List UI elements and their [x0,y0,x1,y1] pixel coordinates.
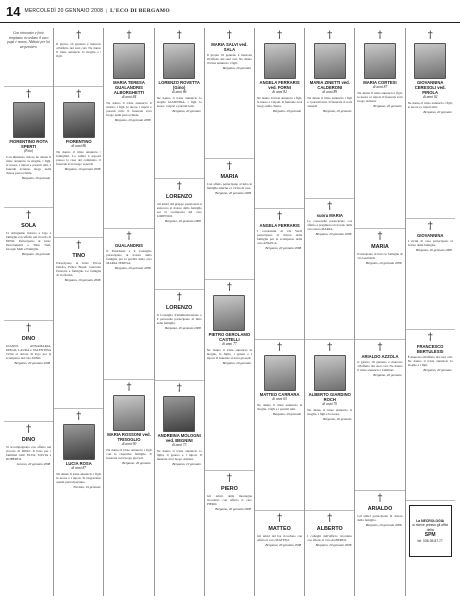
cross-icon: † [377,231,383,242]
notice-text: Il Presidente e il Consiglio partecipano al dolore della famiglia per la perdita della cara MARIA TERESA. [106,249,152,266]
deceased-age: di anni 73 [171,443,187,447]
obituary-notice [4,208,53,321]
cross-icon: † [76,240,82,251]
deceased-name: MARIA ZINETTI ved. CALDERONI [309,80,350,90]
obituary-notice [355,28,404,229]
notice-place-date: Bergamo, 20 gennaio 2008 [365,523,402,528]
notice-place-date: Bergamo, 19 gennaio 2008 [64,166,101,171]
obituary-notice [255,511,304,596]
deceased-name: DINO [21,336,36,342]
obituary-notice [355,340,404,491]
deceased-name: MARIA TERESA GUALANDRIS ALBORGHETTI [113,80,145,95]
portrait-photo [213,295,245,331]
notice-text: Si accompagnano con affetto nel ricordo di DINO. Il lutto per i familiari tutti: ELVA, SILVIA e ROBERTO. [6,445,52,462]
obituary-notice [305,340,354,511]
deceased-name: MARIA SALVI ved. SALA [211,42,248,52]
cross-icon: † [377,493,383,504]
cross-icon: † [277,513,283,524]
portrait-photo [264,355,296,391]
portrait-photo [63,102,95,138]
notice-text: Con immenso dolore ne danno il triste annuncio la moglie, i figli, le nuore, i nipoti e parenti tutti. I funerali avranno luogo nella chiesa parrocchiale. [6,154,52,175]
deceased-age: (Foto) [24,149,34,153]
cross-icon: † [176,383,182,394]
notice-place-date: Bergamo, 20 gennaio [272,108,302,113]
deceased-name: DINO [21,437,36,443]
notice-place-date: Bergamo, 19 gennaio [172,461,201,466]
cross-icon: † [26,210,32,221]
deceased-name: ARIALDO AZZOLA [361,354,399,359]
column-5 [205,28,255,596]
obituary-notice [355,229,404,340]
notice-place-date: Bergamo, 20 gennaio [423,109,452,114]
obituary-notice [104,28,153,229]
column-9 [406,28,455,596]
cross-icon: † [327,201,333,212]
issue-date: MERCOLEDÌ 20 GENNAIO 2008 [24,8,104,14]
deceased-name: MATTEO CARRARA [259,392,300,397]
memorial-verse: Con rinnovato e forte rimpianto ricordano il caro papà e nonno. Abbiate per lui un pensiero. [7,31,51,49]
cross-icon: † [26,323,32,334]
obituary-notice [305,28,354,199]
notice-text: Gli amici partecipano al dolore della famiglia. [357,514,403,523]
notice-text: Il giorno 19 gennaio è mancata all'affetto dei suoi cari. Ne danno il triste annuncio i figli. [206,53,252,66]
cross-icon: † [327,342,333,353]
deceased-name: GUALANDRIS [115,243,143,248]
notice-place-date: Bergamo, 20 gennaio 2008 [265,246,302,251]
cross-icon: † [176,181,182,192]
notice-text: Partecipano al lutto le famiglie di via Garibaldi. [357,252,403,261]
column-4 [155,28,205,596]
notice-text: Gli amici del bar ricordano con affetto il caro MATTEO. [257,534,303,543]
cross-icon: † [427,30,433,41]
notice-text: Ne danno il triste annuncio i figli e i parenti tutti. Il funerale si terrà venerdì. [307,95,353,108]
notice-text: I condomini di via Verdi partecipano al dolore della famiglia per la scomparsa della cara ANGELA. [257,229,303,246]
ad-company: SPM [424,531,436,538]
notice-text: Ne danno il triste annuncio la figlia, il genero e i nipoti. Il funerale avrà luogo domani. [156,448,202,461]
obituary-notice [255,209,304,340]
notice-place-date: Bergamo, 20 gennaio [21,252,51,257]
notice-place-date: Lurano, 20 gennaio 2008 [16,462,51,467]
cross-icon: † [226,473,232,484]
header-separator: | [106,8,108,14]
ad-title: La NECROLOGIA [416,519,445,524]
deceased-name: MARIA CORTESI [363,80,397,85]
notice-text: Ne danno il triste annuncio i famigliari. La salma è esposta presso la casa del commiato. Il funerale avrà luogo venerdì. [56,149,102,166]
deceased-name: FIORENTINO [65,139,92,144]
cross-icon: † [277,30,283,41]
obituary-notice [155,381,204,596]
notice-text: Ne danno il triste annuncio i figli, le nuore e i nipoti tutti. [407,100,453,109]
notice-place-date: Bergamo, 20 gennaio [373,103,402,108]
cross-icon: † [277,342,283,353]
deceased-name: ARIALDO [367,506,393,512]
cross-icon: † [76,89,82,100]
publication-name: L'ECO DI BERGAMO [110,8,170,14]
obituary-notice [155,290,204,381]
notice-text: Il Consiglio d'amministrazione e il personale partecipano al lutto della famiglia. [156,313,202,326]
obituary-notice [4,28,53,87]
cross-icon: † [76,411,82,422]
deceased-name: ANGELA FERRARIS [259,223,300,228]
cross-icon: † [76,30,82,41]
notice-place-date: Bergamo, 20 gennaio 2008 [365,261,402,266]
notice-place-date: Bergamo, 20 gennaio [323,108,352,113]
portrait-photo [264,43,296,79]
notice-place-date: Bergamo, 20 gennaio [272,411,302,416]
notice-place-date: Bergamo, 20 gennaio 2008 [114,117,151,122]
deceased-age: di anni 84 [121,95,137,99]
portrait-photo [113,395,145,431]
deceased-name: ANGELA FERRARIS ved. FORNI [259,80,300,90]
notice-place-date: Bergamo, 20 gennaio [373,373,402,378]
notice-text: GIANNI, ANNAMARIA, DIEGO, LAURA e VALENTINA vicini al dolore di Ugo per la scomparsa del caro DINO. [6,344,52,361]
notice-text: Ne danno il triste annuncio il marito, i figli, le nuore, i nipoti e parenti tutti. Il funerale avrà luogo nella parrocchiale. [106,100,152,117]
obituary-notice [205,159,254,280]
notice-text: Ne danno il triste annuncio i figli, le nuore e i nipoti. Il funerale avrà luogo domani. [357,90,403,103]
obituary-notice [406,219,455,330]
deceased-name: LUCIA ROSA [65,461,92,466]
obituary-notice [406,330,455,501]
deceased-name: MARIA ROSSONI ved. TRISOGLIO [107,432,151,442]
obituary-notice [54,238,103,409]
ad-phone: tel. 035.35.87.77 [417,538,443,543]
notice-place-date: Bergamo, 20 gennaio [423,368,452,373]
notice-text: Con affetto partecipano al lutto le famiglie amiche e i vicini di casa. [206,182,252,191]
obituary-notice [255,28,304,209]
deceased-name: MARIA [371,244,389,250]
deceased-name: PIERO [221,486,238,492]
cross-icon: † [176,30,182,41]
portrait-photo [63,424,95,460]
deceased-age: di anni 92 [422,95,438,99]
cross-icon: † [377,30,383,41]
notice-text: Le consorelle partecipano con affetto e preghiera al ricordo della cara suora MARIA. [307,219,353,232]
deceased-age: di anni 77 [222,342,237,346]
portrait-photo [13,102,45,138]
deceased-name: MATTEO [268,526,291,532]
cross-icon: † [327,30,333,41]
cross-icon: † [126,30,132,41]
obituary-notice [54,28,103,87]
notice-text: Partecipano al lutto: Ettore Deidro, Felice Bonzi, Giacomo Pezzotta e famiglie. Le famiglie di via Roma. [56,261,102,278]
deceased-name: SOLA [21,223,37,229]
deceased-name: FRANCESCO BERTULESSI [416,344,444,354]
cross-icon: † [277,211,283,222]
notice-text: I colleghi dell'ufficio ricordano con affetto il caro ALBERTO. [307,534,353,543]
cross-icon: † [377,342,383,353]
notice-text: Il giorno 18 gennaio è mancato all'affetto dei suoi cari. Ne danno il triste annuncio i familiari. [357,360,403,373]
deceased-age: di anni 70 [322,402,338,406]
cross-icon: † [327,513,333,524]
portrait-photo [314,355,346,391]
obituary-notice [4,87,53,208]
cross-icon: † [427,221,433,232]
cross-icon: † [126,382,132,393]
deceased-age: di anni 90 [121,442,137,446]
column-3 [104,28,154,596]
notice-text: Ne danno il triste annuncio la moglie, le figlie, i generi e i nipoti. Il funerale si terrà giovedì. [206,347,252,360]
column-7 [305,28,355,596]
notice-text: Ci stringiamo intorno a Ugo e famiglia con affetto nel ricordo di DINO. Partecipano al lutto: Devotamenti e Tutto Neri, Giorgio Meli e Famiglia. [6,231,52,252]
notice-place-date: Bergamo, 20 gennaio 2008 [114,266,151,271]
obituary-notice [4,422,53,596]
notice-text: Gli amici del gruppo pensionati si uniscono al dolore della famiglia per la scomparsa del caro LORENZO. [156,202,202,219]
notice-text: Ne danno il triste annuncio i figli, le nuore e i nipoti. Il funerale avrà luogo nella chiesa. [257,95,303,108]
obituary-notice [406,28,455,219]
notice-place-date: Bergamo, 20 gennaio [172,108,201,113]
obituary-notice [104,229,153,380]
portrait-photo [414,43,446,79]
notice-place-date: Bergamo, 20 gennaio 2008 [165,219,201,224]
notice-place-date: Bergamo, 20 gennaio 2008 [165,326,201,331]
cross-icon: † [226,161,232,172]
obituary-notice [4,321,53,422]
deceased-name: GIOVANNINA [416,233,444,238]
notice-text: Ne danno il triste annuncio i figli, le nuore e i nipoti. Si ringraziano quanti parteciperanno. [56,471,102,484]
column-6 [255,28,305,596]
notice-place-date: Bergamo, 20 gennaio 2008 [315,232,352,237]
column-8 [355,28,405,596]
page-header [0,0,460,23]
necrology-ad [409,505,452,557]
ad-text: si riceve presso gli uffici della [412,523,449,532]
notice-place-date: Bergamo, 20 gennaio 2008 [315,543,352,548]
notice-place-date: Bergamo, 20 gennaio 2008 [64,278,101,283]
portrait-photo [113,43,145,79]
notice-place-date: Bergamo, 20 gennaio [122,460,151,465]
cross-icon: † [26,424,32,435]
deceased-name: PIETRO GEROLAMO CASTELLI [208,332,251,342]
portrait-photo [364,43,396,79]
obituary-notice [155,28,204,179]
obituary-notice [205,28,254,159]
obituary-columns [4,28,456,596]
deceased-age: di anni 86 [171,90,187,94]
notice-place-date: Bergamo, 20 gennaio 2008 [416,248,452,253]
portrait-photo [314,43,346,79]
cross-icon: † [176,292,182,303]
notice-text: Ne danno il triste annuncio la moglie GIANNINA, i figli, le nuore, i nipoti e parenti tutti. [156,95,202,108]
deceased-age: di anni 89 [322,90,338,94]
notice-text: Ne danno il triste annuncio la moglie, i figli e le nuore. [307,407,353,416]
column-1 [4,28,54,596]
notice-text: Gli amici della montagna ricordano con affetto il caro PIERO. [206,494,252,507]
notice-text: Ne danno il triste annuncio la moglie, i figli e i parenti tutti. [257,402,303,411]
obituary-notice [205,280,254,471]
deceased-name: TINO [72,253,86,259]
deceased-name: ANDREINA MOLOGNI ved. BEGNINI [157,433,201,443]
cross-icon: † [427,332,433,343]
deceased-name: LORENZO ROVETTA (Gino) [158,80,200,90]
obituary-notice [255,340,304,511]
column-2 [54,28,104,596]
deceased-name: GIOVANNINA CERESOLI ved. PIROLA [414,80,446,95]
deceased-age: di anni 86 [71,144,87,148]
notice-place-date: Bergamo, 20 gennaio [222,66,251,71]
notice-place-date: Bergamo, 20 gennaio 2008 [215,191,251,196]
deceased-name: FIORENTINO ROTA SPERTI [9,139,48,149]
obituary-notice [54,409,103,596]
cross-icon: † [126,231,132,242]
obituary-notice [355,491,404,596]
deceased-age: di anni 82 [272,90,287,94]
obituary-notice [155,179,204,290]
obituary-notice [104,380,153,596]
cross-icon: † [26,89,32,100]
deceased-age: di anni 87 [71,466,87,470]
deceased-age: di anni 65 [272,397,287,401]
notice-text: Ne danno il triste annuncio i figli con le rispettive famiglie. Il funerale avrà luogo giovedì. [106,447,152,460]
deceased-name: LORENZO [166,305,193,311]
notice-text: Il giorno 19 gennaio è mancato all'affetto dei suoi cari. Ne danno il triste annuncio la moglie e i figli. [56,42,102,59]
deceased-name: ALBERTO GIARDINO ROCH [308,392,351,402]
obituary-notice [305,199,354,340]
cross-icon: † [226,30,232,41]
notice-place-date: Bergamo, 20 gennaio 2008 [215,507,251,512]
page-number: 14 [6,3,21,19]
cross-icon: † [226,282,232,293]
notice-place-date: Bergamo, 20 gennaio [323,416,352,421]
deceased-name: MARIA [220,174,239,180]
notice-text: I vicini di casa partecipano al dolore della famiglia. [407,239,453,248]
notice-place-date: Bergamo, 20 gennaio [21,175,51,180]
deceased-name: LORENZO [166,194,193,200]
notice-place-date: Bergamo, 20 gennaio 2008 [14,361,51,366]
obituary-notice [205,471,254,596]
deceased-name: ALBERTO [316,526,343,532]
obituary-notice [54,87,103,238]
obituary-notice [305,511,354,596]
notice-place-date: Bergamo, 20 gennaio 2008 [265,543,302,548]
portrait-photo [163,43,195,79]
notice-place-date: Treviolo, 19 gennaio [73,484,101,489]
obituary-notice [406,501,455,596]
portrait-photo [163,396,195,432]
deceased-name: suora MARIA [316,213,343,218]
deceased-age: di anni 87 [372,85,388,89]
notice-text: È mancato all'affetto dei suoi cari. Ne danno il triste annuncio la moglie e i figli. [407,355,453,368]
notice-place-date: Bergamo, 20 gennaio [222,360,251,365]
